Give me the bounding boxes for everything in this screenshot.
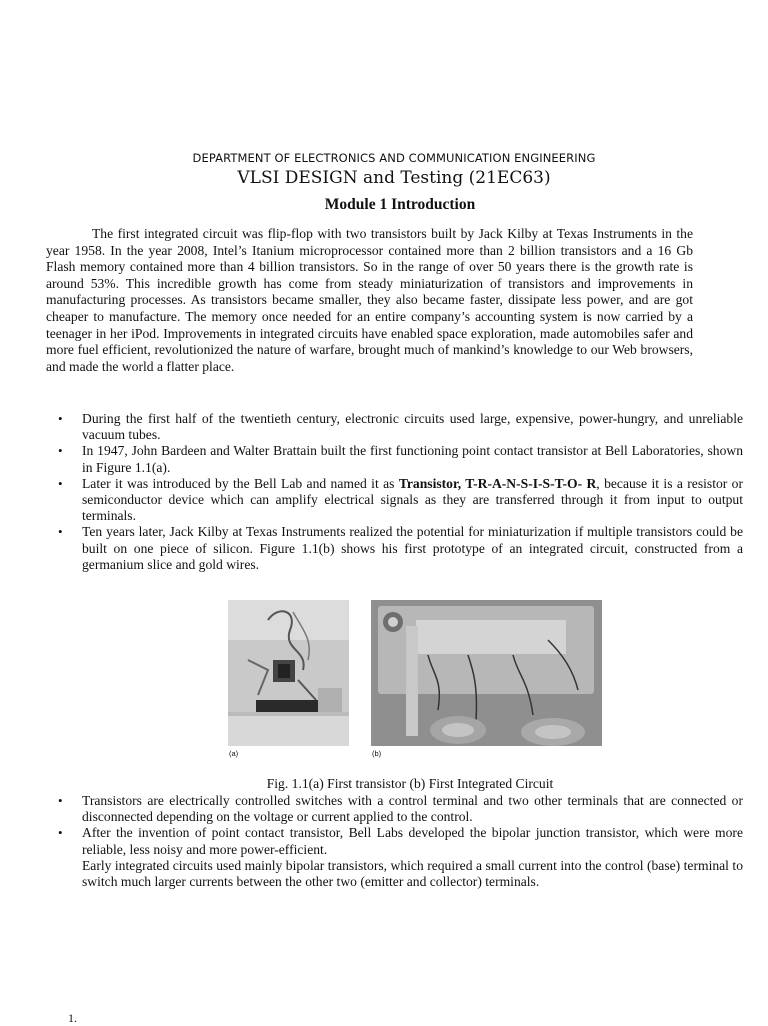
list-item-text: During the first half of the twentieth century, electronic circuits used large, expensive, power-hungry, and unreliable vacuum tubes. bbox=[82, 411, 743, 443]
list-item-bold-term: Transistor, T-R-A-N-S-I-S-T-O- R bbox=[398, 475, 597, 491]
bullet-icon: • bbox=[58, 793, 63, 808]
module-title: Module 1 Introduction bbox=[324, 196, 476, 213]
intro-paragraph: The first integrated circuit was flip-flop with two transistors built by Jack Kilby at Texas Instruments in the year 1958. In the year 2008, Intel’s Itanium microprocessor contained more than 2 billion transistors and a 16 Gb Flash memory contained more than 4 billion transistors. So in the range of over 50 years there is the growth rate is around 53%. This incredible growth has come from steady miniaturization of transistors and improvements in manufacturing processes. As transistors became smaller, they also became faster, dissipate less power, and are got cheaper to manufacture. The memory once needed for an entire company’s accounting system is now carried by a teenager in her iPod. Improvements in integrated circuits have enabled space exploration, made automobiles safer and more fuel efficient, revolutionized the nature of warfare, brought much of mankind’s knowledge to our Web browsers, and made the world a flatter place. bbox=[46, 226, 693, 374]
list-item-text: Transistors are electrically controlled switches with a control terminal and two other terminals that are connected or disconnected depending on the voltage or current applied to the control. bbox=[82, 793, 743, 825]
department-heading: DEPARTMENT OF ELECTRONICS AND COMMUNICATION ENGINEERING bbox=[192, 151, 596, 165]
bullet-icon: • bbox=[58, 411, 63, 426]
list-item-text-start: Later it was introduced by the Bell Lab and named it as bbox=[82, 475, 399, 491]
figure-caption: Fig. 1.1(a) First transistor (b) First Integrated Circuit bbox=[266, 776, 554, 791]
page-number: 1. bbox=[68, 1011, 77, 1025]
list-item-text: After the invention of point contact transistor, Bell Labs developed the bipolar junction transistor, which were more reliable, less noisy and more power-efficient. bbox=[82, 825, 743, 857]
first-ic-photo bbox=[371, 600, 602, 746]
list-item bbox=[0, 825, 743, 890]
list-item bbox=[0, 443, 743, 475]
first-transistor-photo bbox=[228, 600, 349, 746]
bullet-icon: • bbox=[58, 825, 63, 841]
list-item bbox=[0, 476, 743, 525]
list-item-text-end: , because it is a resistor or semiconductor device which can amplify electrical signals as they are transferred through it from input to output terminals. bbox=[82, 475, 744, 524]
bullet-icon: • bbox=[58, 524, 63, 540]
bullet-list-history bbox=[0, 411, 768, 573]
bullet-icon: • bbox=[58, 475, 63, 491]
continuation-paragraph: Early integrated circuits used mainly bipolar transistors, which required a small current into the control (base) terminal to switch much larger currents between the other two (emitter and collector) terminals. bbox=[82, 857, 743, 890]
figure-label-b: (b) bbox=[372, 749, 382, 758]
figure-label-a: (a) bbox=[229, 749, 239, 758]
course-title: VLSI DESIGN and Testing (21EC63) bbox=[237, 168, 551, 188]
bullet-list-transistors bbox=[0, 793, 768, 890]
list-item bbox=[0, 793, 743, 825]
figure-transistor-photos bbox=[228, 600, 602, 764]
list-item-text: Ten years later, Jack Kilby at Texas Instruments realized the potential for miniaturization if multiple transistors could be built on one piece of silicon. Figure 1.1(b) shows his first prototype of an integrated circuit, constructed from a germanium slice and gold wires. bbox=[82, 524, 743, 572]
bullet-icon: • bbox=[58, 443, 63, 459]
list-item bbox=[0, 524, 743, 573]
list-item bbox=[0, 411, 743, 443]
list-item-text: In 1947, John Bardeen and Walter Brattain built the first functioning point contact transistor at Bell Laboratories, shown in Figure 1.1(a). bbox=[82, 443, 743, 475]
